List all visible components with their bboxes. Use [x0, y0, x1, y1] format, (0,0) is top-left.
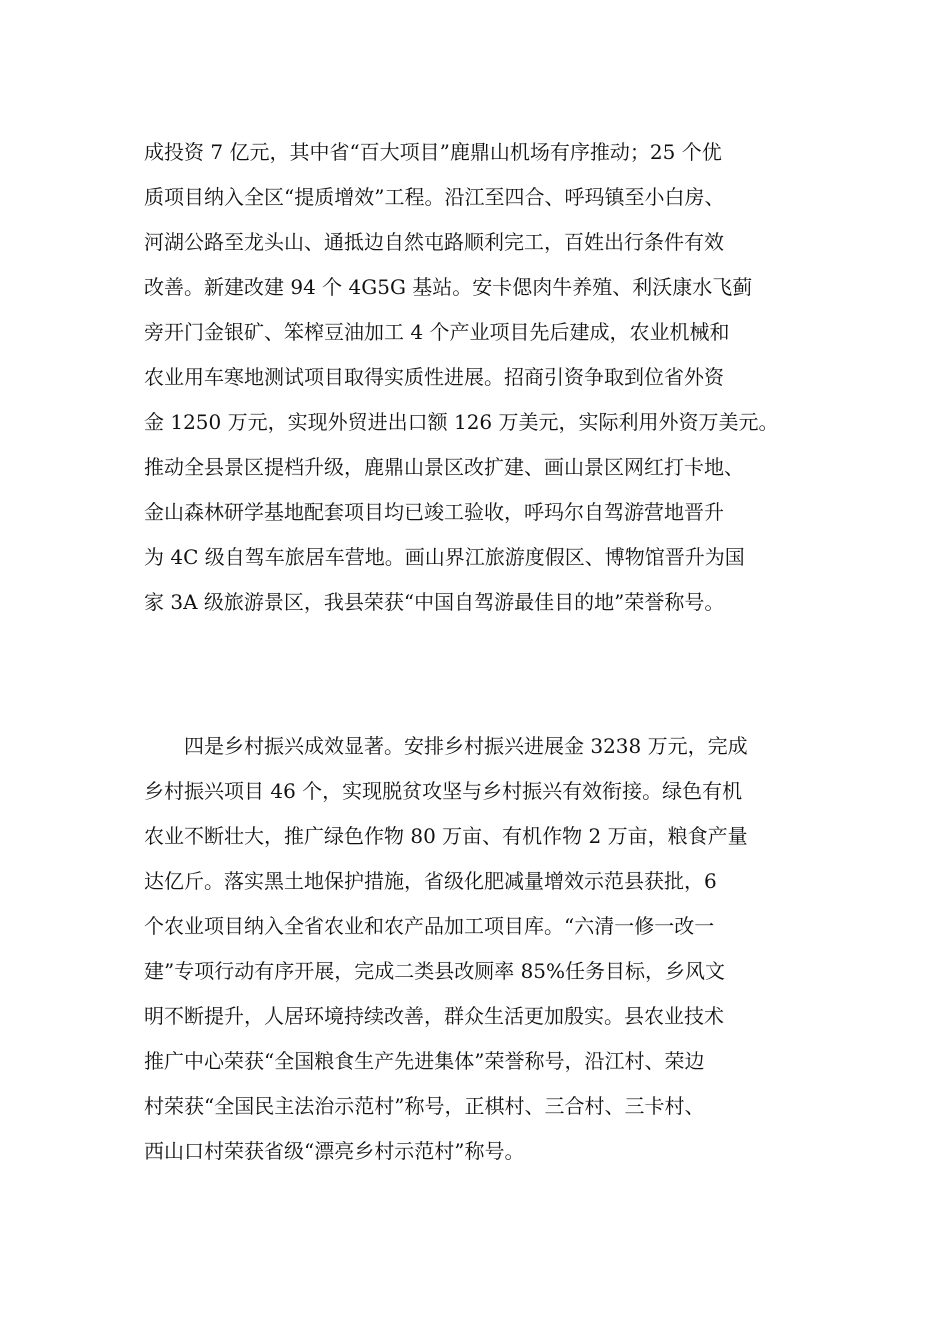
text-line: 成投资 7 亿元，其中省“百大项目”鹿鼎山机场有序推动；25 个优 [144, 140, 722, 164]
text-line: 农业不断壮大，推广绿色作物 80 万亩、有机作物 2 万亩，粮食产量 [144, 824, 748, 848]
text-line: 金 1250 万元，实现外贸进出口额 126 万美元，实际利用外资万美元。 [144, 410, 779, 434]
text-line: 明不断提升，人居环境持续改善，群众生活更加殷实。县农业技术 [144, 1004, 724, 1028]
text-line: 河湖公路至龙头山、通抵边自然屯路顺利完工，百姓出行条件有效 [144, 230, 724, 254]
text-line: 建”专项行动有序开展，完成二类县改厕率 85%任务目标，乡风文 [144, 959, 726, 983]
text-line: 达亿斤。落实黑土地保护措施，省级化肥减量增效示范县获批，6 [144, 869, 717, 893]
text-line: 乡村振兴项目 46 个，实现脱贫攻坚与乡村振兴有效衔接。绿色有机 [144, 779, 743, 803]
text-line: 村荣获“全国民主法治示范村”称号，正棋村、三合村、三卡村、 [144, 1094, 705, 1118]
text-line: 旁开门金银矿、笨榨豆油加工 4 个产业项目先后建成，农业机械和 [144, 320, 730, 344]
text-line: 推动全县景区提档升级，鹿鼎山景区改扩建、画山景区网红打卡地、 [144, 455, 744, 479]
text-line: 家 3A 级旅游景区，我县荣获“中国自驾游最佳目的地”荣誉称号。 [144, 590, 725, 614]
text-line: 质项目纳入全区“提质增效”工程。沿江至四合、呼玛镇至小白房、 [144, 185, 725, 209]
paragraph-1 [144, 130, 834, 625]
text-line: 农业用车寒地测试项目取得实质性进展。招商引资争取到位省外资 [144, 365, 724, 389]
text-line: 金山森林研学基地配套项目均已竣工验收，呼玛尔自驾游营地晋升 [144, 500, 724, 524]
paragraph-2 [144, 724, 834, 1174]
text-line: 改善。新建改建 94 个 4G5G 基站。安卡偲肉牛养殖、利沃康水飞蓟 [144, 275, 753, 299]
text-line: 为 4C 级自驾车旅居车营地。画山界江旅游度假区、博物馆晋升为国 [144, 545, 745, 569]
text-line: 四是乡村振兴成效显著。安排乡村振兴进展金 3238 万元，完成 [144, 734, 748, 758]
text-line: 西山口村荣获省级“漂亮乡村示范村”称号。 [144, 1139, 525, 1163]
text-line: 推广中心荣获“全国粮食生产先进集体”荣誉称号，沿江村、荣边 [144, 1049, 705, 1073]
text-line: 个农业项目纳入全省农业和农产品加工项目库。“六清一修一改一 [144, 914, 715, 938]
